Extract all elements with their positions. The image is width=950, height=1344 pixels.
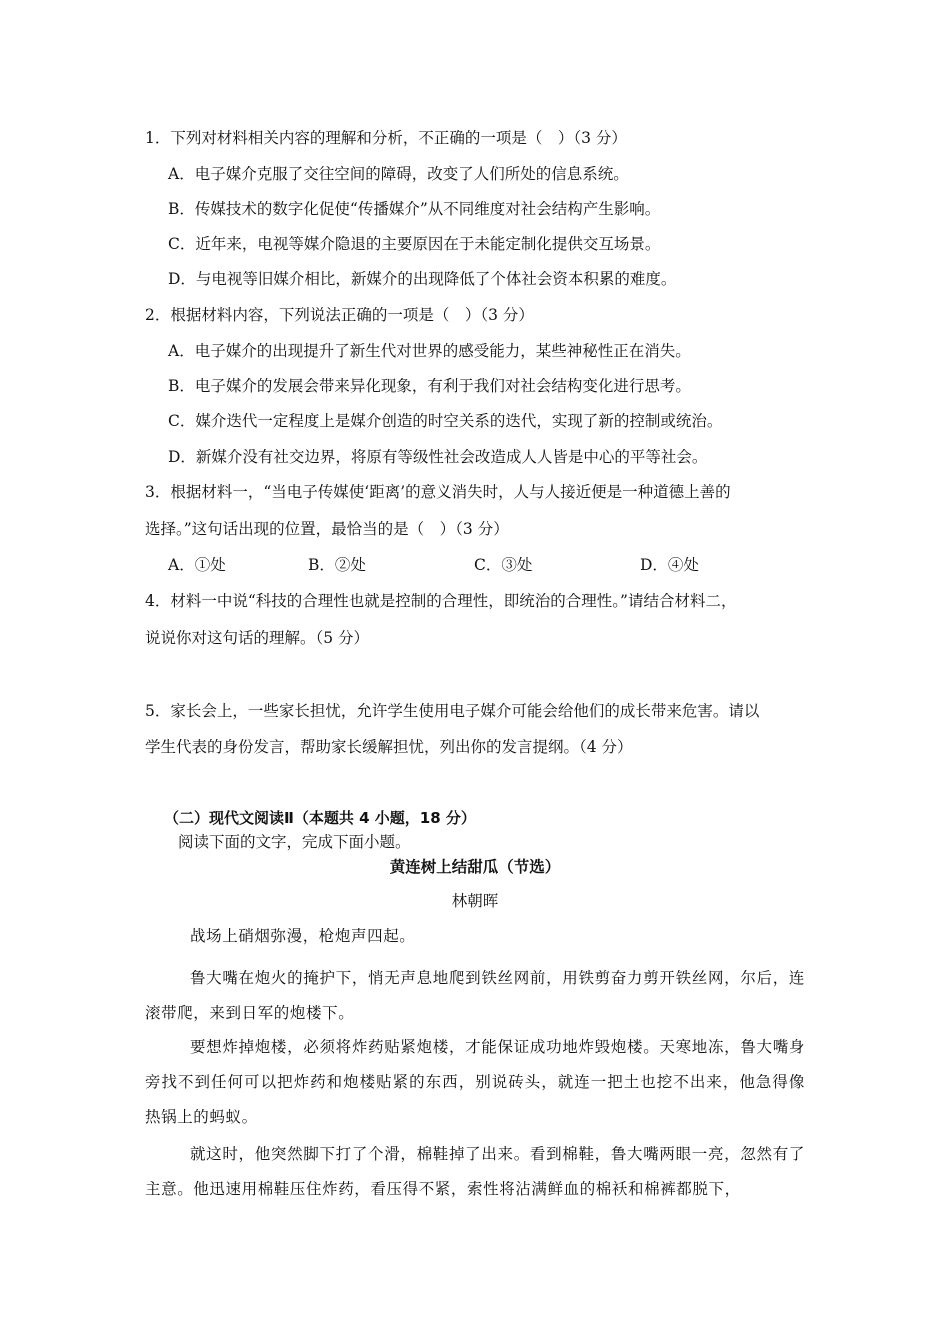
question-2-option-c: C．媒介迭代一定程度上是媒介创造的时空关系的迭代，实现了新的控制或统治。 <box>168 412 723 430</box>
section-instruction: 阅读下面的文字，完成下面小题。 <box>178 833 411 851</box>
question-5-line1: 5．家长会上，一些家长担忧，允许学生使用电子媒介可能会给他们的成长带来危害。请以 <box>145 702 760 720</box>
question-4-line2: 说说你对这句话的理解。（5 分） <box>145 629 370 647</box>
article-title: 黄连树上结甜瓜（节选） <box>389 857 561 876</box>
question-2-option-b: B．电子媒介的发展会带来异化现象，有利于我们对社会结构变化进行思考。 <box>168 377 691 395</box>
question-3-stem-line1: 3．根据材料一，“当电子传媒使‘距离’的意义消失时，人与人接近便是一种道德上善的 <box>145 483 731 501</box>
paragraph-4: 就这时，他突然脚下打了个滑，棉鞋掉了出来。看到棉鞋，鲁大嘴两眼一亮，忽然有了主意。他迅速用棉鞋压住炸药，看压得不紧，索性将沾满鲜血的棉袄和棉裤都脱下， <box>145 1145 805 1198</box>
question-1-option-a: A．电子媒介克服了交往空间的障碍，改变了人们所处的信息系统。 <box>168 165 629 183</box>
section-heading: （二）现代文阅读Ⅱ（本题共 4 小题，18 分） <box>164 809 476 827</box>
question-3-option-c: C．③处 <box>474 556 533 574</box>
article-author: 林朝晖 <box>451 892 499 910</box>
question-4-line1: 4．材料一中说“科技的合理性也就是控制的合理性，即统治的合理性。”请结合材料二， <box>145 592 737 610</box>
question-3-stem-line2: 选择。”这句话出现的位置，最恰当的是（ ）（3 分） <box>145 520 509 538</box>
question-1-stem: 1．下列对材料相关内容的理解和分析，不正确的一项是（ ）（3 分） <box>145 129 627 147</box>
question-3-option-d: D．④处 <box>640 556 699 574</box>
question-2-option-d: D．新媒介没有社交边界，将原有等级性社会改造成人人皆是中心的平等社会。 <box>168 448 708 466</box>
paragraph-2: 鲁大嘴在炮火的掩护下，悄无声息地爬到铁丝网前，用铁剪奋力剪开铁丝网，尔后，连滚带爬，来到日军的炮楼下。 <box>145 969 805 1022</box>
paragraph-1: 战场上硝烟弥漫，枪炮声四起。 <box>190 927 416 945</box>
question-3-option-b: B．②处 <box>308 556 366 574</box>
paragraph-3: 要想炸掉炮楼，必须将炸药贴紧炮楼，才能保证成功地炸毁炮楼。天寒地冻，鲁大嘴身旁找不到任何可以把炸药和炮楼贴紧的东西，别说砖头，就连一把土也挖不出来，他急得像热锅上的蚂蚁。 <box>145 1038 805 1126</box>
question-1-option-d: D．与电视等旧媒介相比，新媒介的出现降低了个体社会资本积累的难度。 <box>168 270 677 288</box>
question-5-line2: 学生代表的身份发言，帮助家长缓解担忧，列出你的发言提纲。（4 分） <box>145 738 633 756</box>
question-1-option-c: C．近年来，电视等媒介隐退的主要原因在于未能定制化提供交互场景。 <box>168 235 661 253</box>
question-1-option-b: B．传媒技术的数字化促使“传播媒介”从不同维度对社会结构产生影响。 <box>168 200 661 218</box>
question-3-option-a: A．①处 <box>168 556 226 574</box>
question-2-stem: 2．根据材料内容，下列说法正确的一项是（ ）（3 分） <box>145 306 534 324</box>
question-2-option-a: A．电子媒介的出现提升了新生代对世界的感受能力，某些神秘性正在消失。 <box>168 342 691 360</box>
